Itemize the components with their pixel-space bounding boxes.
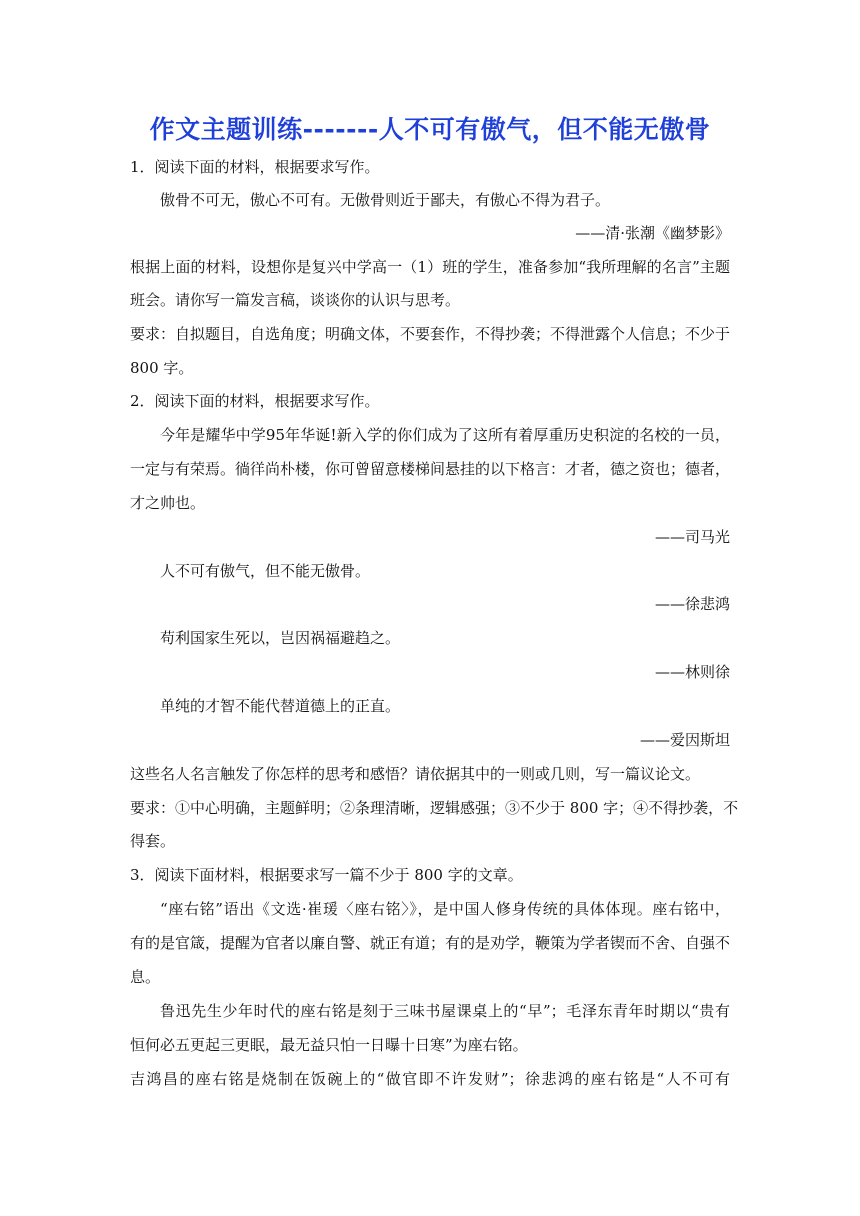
q3-paragraph-2-line-1: 鲁迅先生少年时代的座右铭是刻于三味书屋课桌上的“早”；毛泽东青年时期以“贵有 [160,1002,730,1020]
q2-source-3: ——林则徐 [654,663,730,681]
page-title: 作文主题训练-------人不可有傲气，但不能无傲骨 [149,115,711,144]
q1-requirements-line-2: 800 字。 [130,359,194,377]
q2-intro-line-1: 今年是耀华中学95年华诞!新入学的你们成为了这所有着厚重历史积淀的名校的一员， [160,426,730,444]
q1-quote: 傲骨不可无，傲心不可有。无傲骨则近于鄙夫，有傲心不得为君子。 [160,191,611,209]
q2-source-1: ——司马光 [654,528,730,546]
q3-heading: 3．阅读下面材料，根据要求写一篇不少于 800 字的文章。 [130,866,523,884]
q3-paragraph-1-line-2: 有的是官箴，提醒为官者以廉自警、就正有道；有的是劝学，鞭策为学者锲而不舍、自强不 [130,934,731,952]
q3-paragraph-2-line-2: 恒何必五更起三更眠，最无益只怕一日曝十日寒”为座右铭。 [130,1036,528,1054]
q2-quote-3: 苟利国家生死以，岂因祸福避趋之。 [160,629,401,647]
q1-task-line-1: 根据上面的材料，设想你是复兴中学高一（1）班的学生，准备参加“我所理解的名言”主题 [130,258,730,276]
q1-source: ——清·张潮《幽梦影》 [575,224,730,242]
q3-paragraph-3-line-1: 吉鸿昌的座右铭是烧制在饭碗上的“做官即不许发财”；徐悲鸿的座右铭是“人不可有 [130,1070,730,1088]
q2-quote-2: 人不可有傲气，但不能无傲骨。 [160,562,371,580]
q2-requirements-line-2: 得套。 [130,832,176,850]
q1-heading: 1．阅读下面的材料，根据要求写作。 [130,158,380,176]
q2-intro-line-2: 一定与有荣焉。徜徉尚朴楼，你可曾留意楼梯间悬挂的以下格言：才者，德之资也；德者， [130,460,731,478]
q1-requirements-line-1: 要求：自拟题目，自选角度；明确文体，不要套作，不得抄袭；不得泄露个人信息；不少于 [130,325,731,343]
q2-source-2: ——徐悲鸿 [654,595,730,613]
q3-paragraph-1-line-3: 息。 [130,968,161,986]
q2-task: 这些名人名言触发了你怎样的思考和感悟？请依据其中的一则或几则，写一篇议论文。 [130,765,701,783]
q1-task-line-2: 班会。请你写一篇发言稿，谈谈你的认识与思考。 [130,291,461,309]
q2-source-4: ——爱因斯坦 [639,731,730,749]
q2-requirements-line-1: 要求：①中心明确，主题鲜明；②条理清晰，逻辑感强；③不少于 800 字；④不得抄袭，不 [130,799,739,817]
q3-paragraph-1-line-1: “座右铭”语出《文选·崔瑗〈座右铭〉》，是中国人修身传统的具体体现。座右铭中， [160,900,730,918]
q2-heading: 2．阅读下面的材料，根据要求写作。 [130,392,380,410]
q2-quote-4: 单纯的才智不能代替道德上的正直。 [160,697,401,715]
q2-intro-line-3: 才之帅也。 [130,494,206,512]
